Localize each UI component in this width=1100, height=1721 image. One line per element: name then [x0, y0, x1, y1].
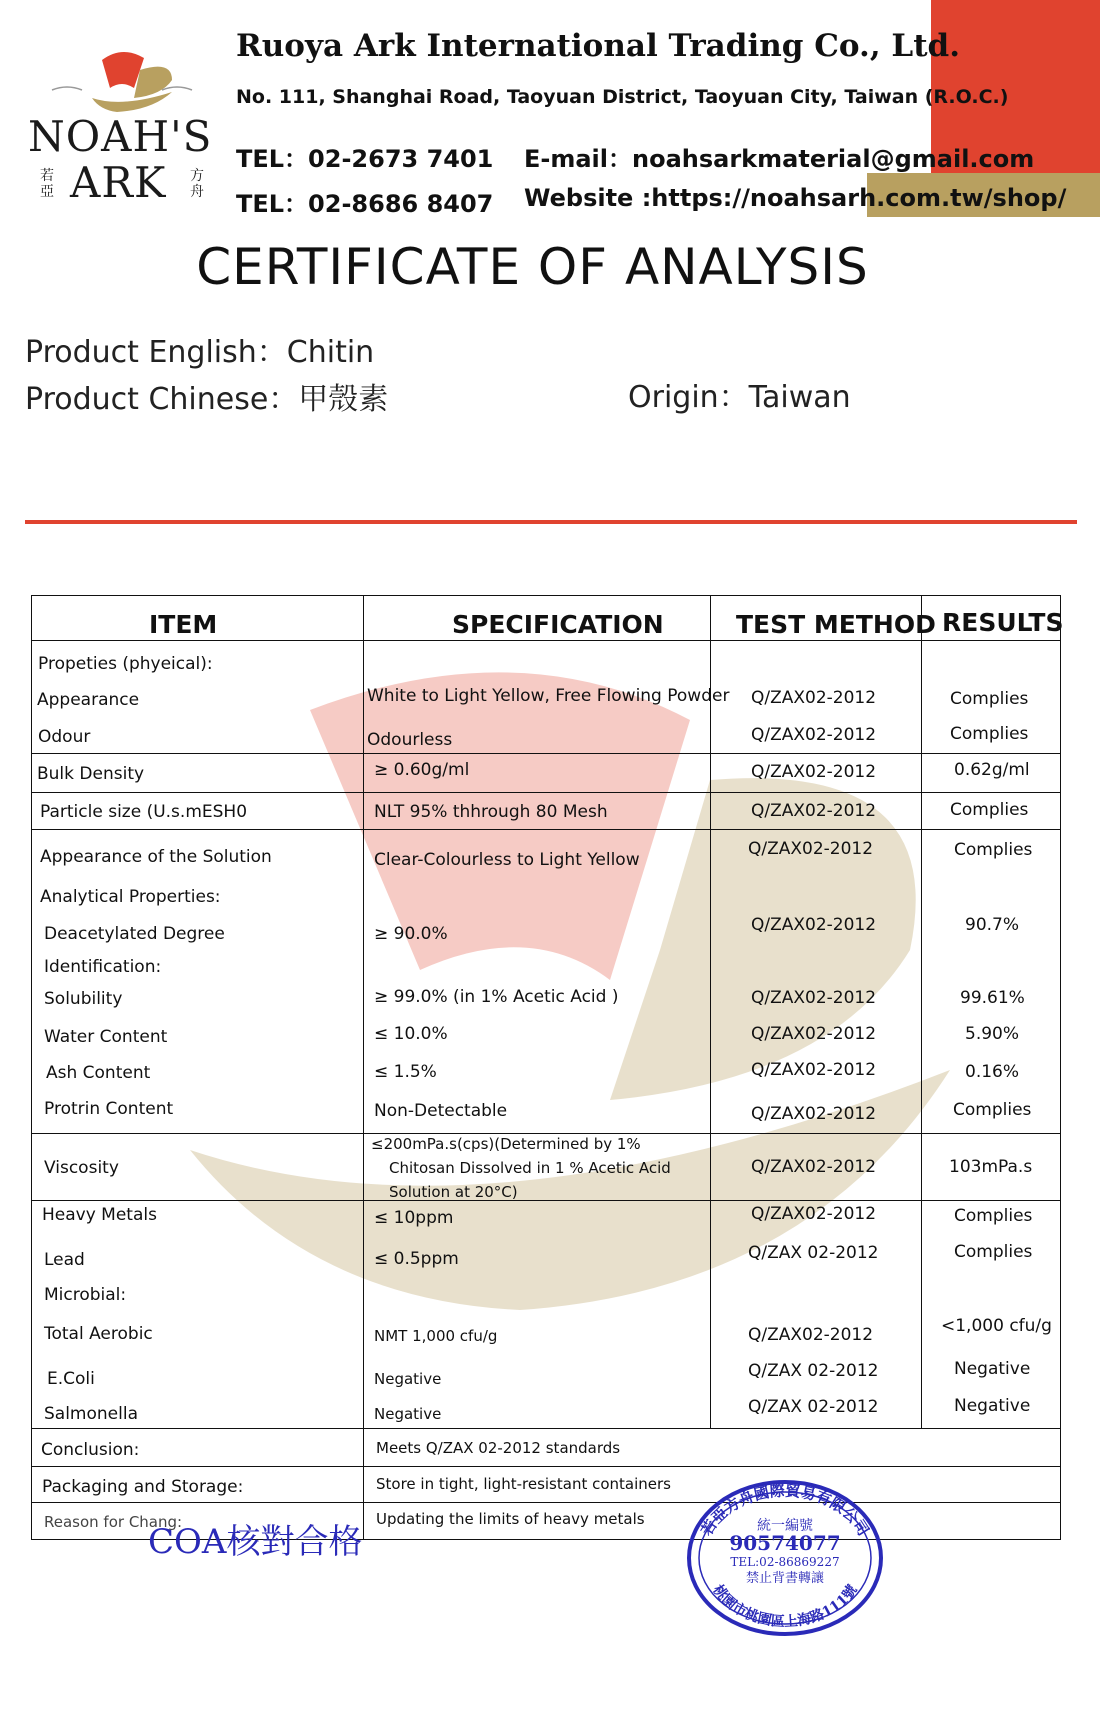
row-spec-line: ≤200mPa.s(cps)(Determined by 1%	[371, 1135, 641, 1153]
row-result: 0.62g/ml	[954, 760, 1030, 780]
row-result: Complies	[950, 800, 1029, 820]
table-rule	[31, 829, 1061, 830]
seal-number: 90574077	[729, 1531, 841, 1555]
ship-icon	[22, 40, 227, 120]
row-item: Deacetylated Degree	[44, 924, 225, 944]
row-item: Ash Content	[46, 1063, 151, 1083]
row-method: Q/ZAX 02-2012	[748, 1397, 879, 1417]
row-item: Appearance of the Solution	[40, 847, 272, 867]
row-method: Q/ZAX02-2012	[751, 915, 877, 935]
product-chinese: Product Chinese：甲殼素	[25, 382, 389, 417]
row-result: Complies	[950, 689, 1029, 709]
company-name: Ruoya Ark International Trading Co., Ltd.	[236, 28, 960, 64]
table-col-rule	[363, 595, 364, 1540]
row-spec: Meets Q/ZAX 02-2012 standards	[376, 1439, 621, 1457]
table-border-right	[1060, 595, 1061, 1540]
row-method: Q/ZAX02-2012	[751, 1060, 877, 1080]
logo-text-cn-left: 若亞	[40, 168, 54, 200]
row-method: Q/ZAX02-2012	[748, 1325, 874, 1345]
table-rule	[31, 1502, 1061, 1503]
table-border-left	[31, 595, 32, 1540]
row-item: Solubility	[44, 989, 123, 1009]
row-item: Bulk Density	[37, 764, 145, 784]
website-link[interactable]: Website :https://noahsarh.com.tw/shop/	[524, 184, 1067, 212]
row-item: Appearance	[37, 690, 140, 710]
row-item: Microbial:	[44, 1285, 127, 1305]
row-item: Particle size (U.s.mESH0	[40, 802, 248, 822]
row-spec: ≤ 10.0%	[374, 1024, 448, 1044]
row-result: Negative	[954, 1396, 1031, 1416]
row-method: Q/ZAX02-2012	[751, 801, 877, 821]
company-address: No. 111, Shanghai Road, Taoyuan District, Taoyuan City, Taiwan (R.O.C.)	[236, 86, 1009, 108]
row-item: Viscosity	[44, 1158, 119, 1178]
row-method: Q/ZAX02-2012	[748, 839, 874, 859]
analysis-table	[31, 595, 1064, 1540]
row-item: Packaging and Storage:	[42, 1477, 244, 1497]
table-col-rule	[710, 595, 711, 1428]
row-spec: ≤ 10ppm	[374, 1208, 454, 1228]
row-spec: ≥ 0.60g/ml	[374, 760, 470, 780]
row-method: Q/ZAX02-2012	[751, 1024, 877, 1044]
row-item: Lead	[44, 1250, 85, 1270]
table-rule	[31, 753, 1061, 754]
row-method: Q/ZAX02-2012	[751, 762, 877, 782]
row-spec: ≤ 1.5%	[374, 1062, 437, 1082]
row-item: Odour	[38, 727, 91, 747]
row-result: Complies	[953, 1100, 1032, 1120]
row-method: Q/ZAX02-2012	[751, 688, 877, 708]
row-spec: Clear-Colourless to Light Yellow	[374, 850, 640, 870]
row-spec: Odourless	[367, 730, 453, 750]
seal-address-text: 桃園市桃園區上海路111號	[709, 1582, 861, 1631]
company-logo	[22, 40, 227, 215]
row-spec: NLT 95% thhrough 80 Mesh	[374, 802, 608, 822]
seal-outer-text: 若亞方舟國際貿易有限公司	[697, 1481, 873, 1539]
row-item: Propeties (phyeical):	[38, 654, 213, 674]
row-method: Q/ZAX 02-2012	[748, 1361, 879, 1381]
row-item: Heavy Metals	[42, 1205, 157, 1225]
tel-2: TEL：02-8686 8407	[236, 190, 494, 218]
row-spec-line: Solution at 20°C)	[389, 1183, 518, 1201]
row-result: 99.61%	[960, 988, 1025, 1008]
row-result: 90.7%	[965, 915, 1020, 935]
row-method: Q/ZAX02-2012	[751, 1104, 877, 1124]
row-spec: Negative	[374, 1370, 442, 1388]
row-item: Salmonella	[44, 1404, 138, 1424]
logo-text-ark: ARK	[70, 158, 167, 207]
table-rule	[31, 1428, 1061, 1429]
product-origin: Origin：Taiwan	[628, 380, 851, 415]
row-method: Q/ZAX02-2012	[751, 1204, 877, 1224]
row-item: Water Content	[44, 1027, 168, 1047]
logo-text-noahs: NOAH'S	[28, 112, 213, 161]
row-result: 5.90%	[965, 1024, 1020, 1044]
seal-line-4: 禁止背書轉讓	[745, 1571, 825, 1586]
table-rule	[31, 1466, 1061, 1467]
table-header-rule	[31, 640, 1061, 641]
table-border-top	[31, 595, 1061, 596]
row-result: Negative	[954, 1359, 1031, 1379]
product-english: Product English：Chitin	[25, 335, 375, 370]
divider-line	[25, 520, 1077, 524]
row-item: Protrin Content	[44, 1099, 174, 1119]
seal-line-1: 統一編號	[757, 1518, 813, 1534]
row-spec: NMT 1,000 cfu/g	[374, 1327, 498, 1345]
header-results: RESULTS	[942, 608, 1064, 637]
row-result: Complies	[950, 724, 1029, 744]
row-result: 0.16%	[965, 1062, 1020, 1082]
row-spec: ≥ 99.0% (in 1% Acetic Acid )	[374, 987, 619, 1007]
email-link[interactable]: E-mail：noahsarkmaterial@gmail.com	[524, 145, 1035, 173]
header-test-method: TEST METHOD	[736, 610, 936, 639]
header-specification: SPECIFICATION	[452, 610, 664, 639]
row-result: 103mPa.s	[949, 1157, 1033, 1177]
row-spec: Negative	[374, 1405, 442, 1423]
row-item: E.Coli	[47, 1369, 95, 1389]
row-spec: Updating the limits of heavy metals	[376, 1510, 645, 1528]
row-result: Complies	[954, 840, 1033, 860]
row-result: Complies	[954, 1242, 1033, 1262]
row-result: Complies	[954, 1206, 1033, 1226]
company-seal-stamp	[685, 1478, 885, 1638]
row-item: Reason for Chang:	[44, 1513, 183, 1531]
row-method: Q/ZAX02-2012	[751, 725, 877, 745]
row-spec: Store in tight, light-resistant containers	[376, 1475, 671, 1493]
row-spec: White to Light Yellow, Free Flowing Powder	[367, 686, 730, 706]
row-result: <1,000 cfu/g	[941, 1316, 1052, 1336]
row-item: Identification:	[44, 957, 162, 977]
row-method: Q/ZAX02-2012	[751, 988, 877, 1008]
logo-text-cn-right: 方舟	[190, 168, 204, 200]
row-spec: Non-Detectable	[374, 1101, 508, 1121]
row-method: Q/ZAX 02-2012	[748, 1243, 879, 1263]
row-item: Conclusion:	[41, 1440, 140, 1460]
seal-tel: TEL:02-86869227	[730, 1555, 840, 1569]
table-rule	[31, 1200, 1061, 1201]
row-spec: ≤ 0.5ppm	[374, 1249, 459, 1269]
row-spec: ≥ 90.0%	[374, 924, 448, 944]
handwritten-note: COA核對合格	[148, 1522, 363, 1562]
row-item: Total Aerobic	[44, 1324, 153, 1344]
table-col-rule	[921, 595, 922, 1428]
table-rule	[31, 792, 1061, 793]
tel-1: TEL：02-2673 7401	[236, 145, 494, 173]
row-spec-line: Chitosan Dissolved in 1 % Acetic Acid	[389, 1159, 671, 1177]
header-item: ITEM	[149, 610, 218, 639]
document-title: CERTIFICATE OF ANALYSIS	[196, 238, 869, 296]
row-method: Q/ZAX02-2012	[751, 1157, 877, 1177]
row-item: Analytical Properties:	[40, 887, 221, 907]
